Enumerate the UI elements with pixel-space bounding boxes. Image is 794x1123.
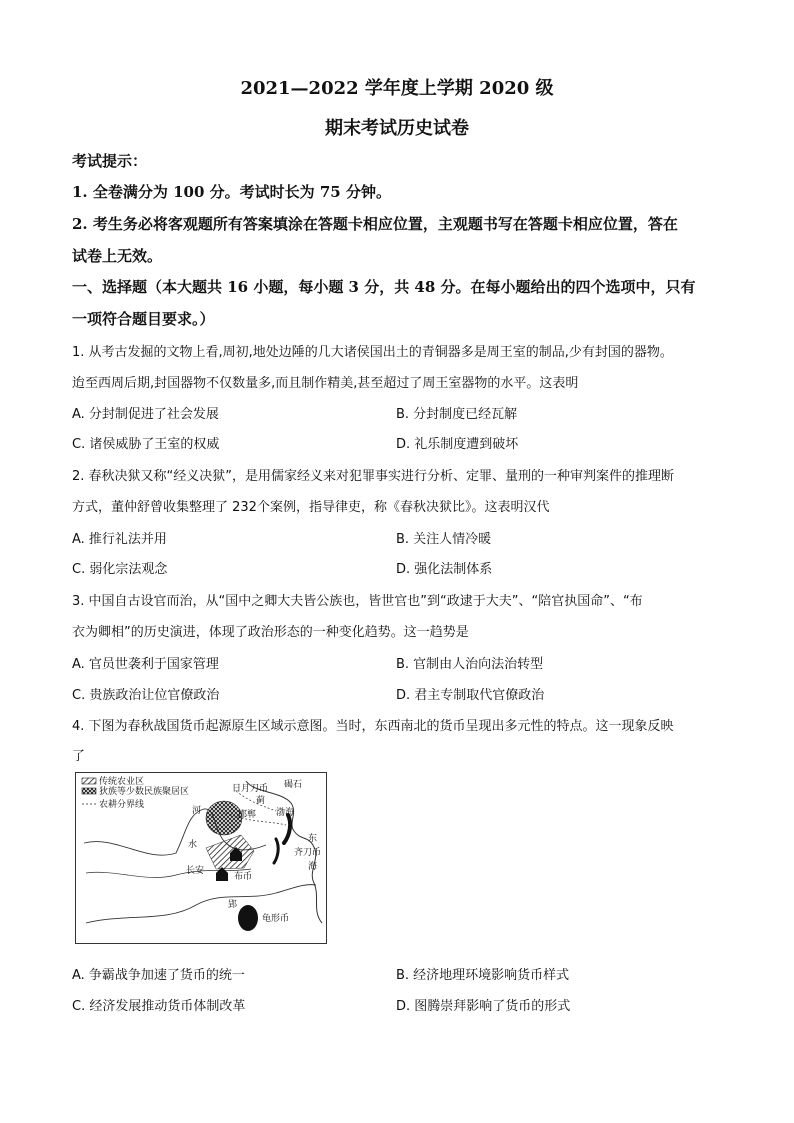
question-2-stem-line2: 方式，董仲舒曾收集整理了 232个案例，指导律吏，称《春秋决狱比》。这表明汉代 bbox=[72, 500, 550, 515]
question-3-option-a: A. 官员世袭利于国家管理 bbox=[72, 657, 219, 672]
legend-label-minority: 狄族等少数民族聚居区 bbox=[99, 787, 190, 797]
question-1-option-a: A. 分封制促进了社会发展 bbox=[72, 407, 219, 422]
legend-label-farming: 传统农业区 bbox=[99, 777, 145, 787]
legend-swatch-minority bbox=[82, 788, 96, 794]
question-3-stem-line1: 3. 中国自古设官而治，从“国中之卿大夫皆公族也，皆世官也”到“政逮于大夫”、“陪官执国命”、“布 bbox=[72, 594, 643, 609]
label-shui: 水 bbox=[188, 840, 198, 850]
label-hai: 海 bbox=[308, 862, 318, 872]
label-bohai: 渤海 bbox=[276, 808, 295, 818]
question-4-option-a: A. 争霸战争加速了货币的统一 bbox=[72, 968, 245, 983]
tips-line2b: 试卷上无效。 bbox=[72, 247, 163, 265]
section-heading-line1: 一、选择题（本大题共 16 小题，每小题 3 分，共 48 分。在每小题给出的四个选项中，只有 bbox=[72, 278, 696, 296]
label-guixing: 龟形币 bbox=[262, 914, 290, 924]
legend-label-boundary: 农耕分界线 bbox=[99, 800, 145, 810]
farming-area bbox=[206, 835, 254, 869]
tips-heading: 考试提示： bbox=[72, 152, 148, 170]
question-4-option-b: B. 经济地理环境影响货币样式 bbox=[396, 968, 570, 983]
currency-origin-map bbox=[75, 772, 327, 944]
label-handan: 邯郸 bbox=[238, 810, 257, 820]
tips-line1: 1. 全卷满分为 100 分。考试时长为 75 分钟。 bbox=[72, 183, 391, 201]
exam-title-line2: 期末考试历史试卷 bbox=[325, 118, 469, 139]
question-3-stem-line2: 衣为卿相”的历史演进，体现了政治形态的一种变化趋势。这一趋势是 bbox=[72, 625, 469, 640]
question-1-option-c: C. 诸侯威胁了王室的权威 bbox=[72, 437, 220, 452]
label-riyue: 日月刀币 bbox=[232, 784, 269, 794]
question-3-option-b: B. 官制由人治向法治转型 bbox=[396, 657, 544, 672]
question-3-option-d: D. 君主专制取代官僚政治 bbox=[396, 688, 545, 703]
section-heading-line2: 一项符合题目要求。） bbox=[72, 310, 215, 328]
question-2-option-c: C. 弱化宗法观念 bbox=[72, 562, 168, 577]
question-4-stem-line1: 4. 下图为春秋战国货币起源原生区域示意图。当时，东西南北的货币呈现出多元性的特点。这一现象反映 bbox=[72, 719, 674, 734]
question-4-stem-line2: 了 bbox=[72, 749, 86, 764]
label-ji: 蓟 bbox=[256, 796, 266, 806]
question-1-option-b: B. 分封制度已经瓦解 bbox=[396, 407, 518, 422]
label-jieshi: 碣石 bbox=[284, 780, 303, 790]
tips-line2a: 2. 考生务必将客观题所有答案填涂在答题卡相应位置，主观题书写在答题卡相应位置，答在 bbox=[72, 215, 678, 233]
exam-title-line1: 2021—2022 学年度上学期 2020 级 bbox=[240, 78, 554, 99]
label-qi: 齐刀币 bbox=[294, 848, 322, 858]
question-2-option-b: B. 关注人情冷暖 bbox=[396, 532, 492, 547]
label-changan: 长安 bbox=[186, 866, 205, 876]
question-3-option-c: C. 贵族政治让位官僚政治 bbox=[72, 688, 220, 703]
question-2-stem-line1: 2. 春秋决狱又称“经义决狱”，是用儒家经义来对犯罪事实进行分析、定罪、量刑的一种审判案件的推理断 bbox=[72, 469, 675, 484]
turtle-coin-area bbox=[238, 905, 258, 931]
label-dong: 东 bbox=[308, 834, 318, 844]
question-4-option-d: D. 图腾崇拜影响了货币的形式 bbox=[396, 999, 571, 1014]
question-4-option-c: C. 经济发展推动货币体制改革 bbox=[72, 999, 246, 1014]
label-he: 河 bbox=[192, 806, 202, 816]
question-1-option-d: D. 礼乐制度遭到破坏 bbox=[396, 437, 519, 452]
minority-area bbox=[206, 801, 242, 835]
question-2-option-a: A. 推行礼法并用 bbox=[72, 532, 167, 547]
question-1-stem-line2: 迨至西周后期,封国器物不仅数量多,而且制作精美,甚至超过了周王室器物的水平。这表明 bbox=[72, 376, 579, 391]
knife-coin-shape-2 bbox=[274, 839, 278, 863]
question-1-stem-line1: 1. 从考古发掘的文物上看,周初,地处边陲的几大诸侯国出土的青铜器多是周王室的制品,少有封国的器物。 bbox=[72, 345, 673, 360]
label-bubi: 布币 bbox=[234, 872, 253, 882]
legend-swatch-farming bbox=[82, 778, 96, 784]
knife-coin-shape-1 bbox=[284, 815, 290, 843]
question-2-option-d: D. 强化法制体系 bbox=[396, 562, 493, 577]
label-ying: 郢 bbox=[228, 900, 238, 910]
